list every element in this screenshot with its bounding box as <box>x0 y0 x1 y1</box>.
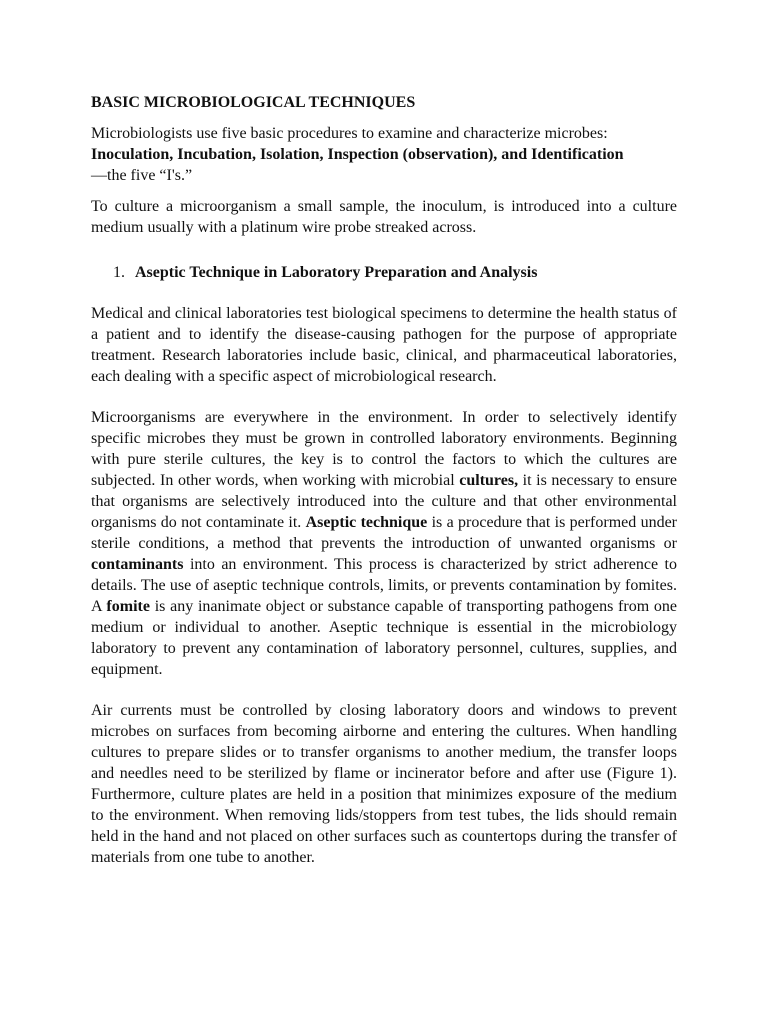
aseptic-text-3: is a procedure that is performed under sterile conditions, a method that prevents the introduction of unwanted organisms or <box>91 514 677 552</box>
aseptic-paragraph <box>91 407 677 680</box>
culture-paragraph: To culture a microorganism a small sample, the inoculum, is introduced into a culture medium usually with a platinum wire probe streaked across. <box>91 198 677 236</box>
intro-lead: Microbiologists use five basic procedures to examine and characterize microbes: <box>91 125 608 142</box>
term-fomite: fomite <box>106 598 150 615</box>
aseptic-text-4: into an environment. This process is characterized by strict adherence to details. The use of aseptic technique controls, limits, or prevents contamination by fomites. A <box>91 556 677 615</box>
section-heading-1 <box>91 262 677 283</box>
intro-tail: —the five “I's.” <box>91 167 193 184</box>
section-title: Aseptic Technique in Laboratory Preparation and Analysis <box>135 264 538 281</box>
aseptic-text-5: is any inanimate object or substance capable of transporting pathogens from one medium or individual to another. Aseptic technique is essential in the microbiology laboratory to prevent any contamination of laboratory personnel, cultures, supplies, and equipment. <box>91 598 678 678</box>
labs-paragraph: Medical and clinical laboratories test biological specimens to determine the health status of a patient and to identify the disease-causing pathogen for the purpose of appropriate treatment. Research laboratories include basic, clinical, and pharmaceutical laboratories, each dealing with a specific aspect of microbiological research. <box>91 305 677 385</box>
term-cultures: cultures, <box>459 472 519 489</box>
page-title: BASIC MICROBIOLOGICAL TECHNIQUES <box>91 94 416 111</box>
term-contaminants: contaminants <box>91 556 184 573</box>
aseptic-text-1: Microorganisms are everywhere in the environment. In order to selectively identify specific microbes they must be grown in controlled laboratory environments. Beginning with pure sterile cultures, the key is to control the factors to which the cultures are subjected. In other words, when working with microbial <box>91 409 677 489</box>
intro-paragraph <box>91 123 677 186</box>
term-aseptic-technique: Aseptic technique <box>305 514 428 531</box>
aseptic-text-2: it is necessary to ensure that organisms are selectively introduced into the culture and that other environmental organisms do not contaminate it. <box>91 472 677 531</box>
section-number: 1. <box>113 264 125 281</box>
five-i-procedures: Inoculation, Incubation, Isolation, Inspection (observation), and Identification <box>91 146 624 163</box>
air-currents-paragraph: Air currents must be controlled by closing laboratory doors and windows to prevent microbes on surfaces from becoming airborne and entering the cultures. When handling cultures to prepare slides or to transfer organisms to another medium, the transfer loops and needles need to be sterilized by flame or incinerator before and after use (Figure 1). Furthermore, culture plates are held in a position that minimizes exposure of the medium to the environment. When removing lids/stoppers from test tubes, the lids should remain held in the hand and not placed on other surfaces such as countertops during the transfer of materials from one tube to another. <box>91 702 677 866</box>
